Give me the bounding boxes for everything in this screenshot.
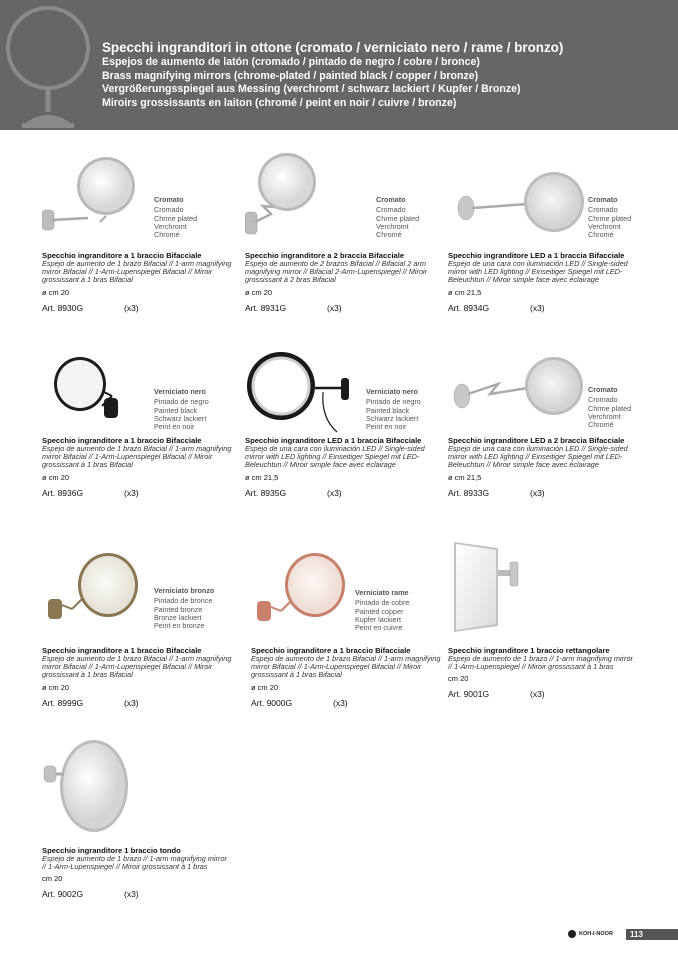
article-number: Art. 8936G [42,487,84,498]
product-size: ø cm 21,5 [448,472,482,482]
mirror-round-image [42,738,142,842]
mirror-rectangular-image [448,540,528,640]
page-number: 113 [626,929,678,940]
product-8933g: Cromato Cromado Chrme plated Verchromt Chromé Specchio ingranditore LED a 2 braccia Bifacciale Espejo de una cara con iluminación LED // Single-sided mirror with LED lighting // Einseitiger Spiegel mit LED-Beleuchtun // Miroir simple face avec éclairage ø cm 21,5 Art. 8933G (x3) [448,348,648,518]
brand-logo [568,930,613,938]
product-description: Espejo de aumento de 1 brazo // 1-arm magnifying mirror // 1-Arm-Lupenspiegel // Miroir grossissant à 1 bras [42,854,227,872]
product-description: Espejo de aumento de 1 brazo Bifacial // 1-arm magnifying mirror Bifacial // 1-Arm-Lupenspiegel Bifacial // Miroir grossissant à 1 bras Bifacial [42,259,232,285]
article-number: Art. 8934G [448,302,490,313]
pack-quantity: (x3) [530,689,545,700]
mirror-led-2-arm-chrome-image [448,348,588,436]
article-number: Art. 8931G [245,302,287,313]
mirror-1-arm-black-image [42,348,152,436]
product-description: Espejo de una cara con iluminación LED // Single-sided mirror with LED lighting // Einseitiger Spiegel mit LED-Beleuchtun // Miroir simple face avec éclairage [448,444,628,470]
product-description: Espejo de aumento de 1 brazo Bifacial // 1-arm magnifying mirror Bifacial // 1-Arm-Lupenspiegel Bifacial // Miroir grossissant à 1 bras Bifacial [42,444,232,470]
product-9002g [42,738,242,913]
product-8931g: Cromato Cromado Chrme plated Verchromt Chromé Specchio ingranditore a 2 braccia Bifacciale Espejo de aumento de 2 brazos Bifacial // Bifacial 2 arm magnifying mirror // Bifacial 2-Arm-Lupenspiegel // Miroir grossissant à 2 bras Bifacial ø cm 20 Art. 8931G (x3) [245,150,445,320]
mirror-1-arm-bronze-image [42,545,152,640]
product-title: Specchio ingranditore LED a 1 braccia Bifacciale [448,251,625,260]
article-number: Art. 9002G [42,889,84,900]
product-description: Espejo de una cara con iluminación LED // Single-sided mirror with LED lighting // Einseitiger Spiegel mit LED-Beleuchtun // Miroir simple face avec éclairage [448,259,628,285]
product-size: ø cm 21,5 [448,287,482,297]
product-8936g: Verniciato nero Pintado de negro Painted black Schwarz lackiert Peint en noir Specchio ingranditore a 1 braccio Bifacciale Espejo de aumento de 1 brazo Bifacial // 1-arm magnifying mirror Bifacial // 1-Arm-Lupenspiegel Bifacial // Miroir grossissant à 1 bras Bifacial ø cm 20 Art. 8936G (x3) [42,348,242,518]
color-name: Cromato [376,195,406,204]
pack-quantity: (x3) [124,487,139,498]
pack-quantity: (x3) [124,302,139,313]
product-size: ø cm 20 [245,287,273,297]
title-english: Brass magnifying mirrors (chrome-plated / painted black / copper / bronze) [102,69,479,82]
product-description: Espejo de aumento de 2 brazos Bifacial // Bifacial 2 arm magnifying mirror // Bifacial 2-Arm-Lupenspiegel // Miroir grossissant à 2 bras Bifacial [245,259,428,285]
product-size: ø cm 20 [42,472,70,482]
title-italian: Specchi ingranditori in ottone (cromato / verniciato nero / rame / bronzo) [102,40,564,55]
product-8935g: Verniciato nero Pintado de negro Painted black Schwarz lackiert Peint en noir Specchio ingranditore LED a 1 braccia Bifacciale Espejo de una cara con iluminación LED // Single-sided mirror with LED lighting // Einseitiger Spiegel mit LED-Beleuchtun // Miroir simple face avec éclairage ø cm 21,5 Art. 8935G (x3) [245,348,445,518]
color-name: Cromato [588,195,618,204]
mirror-icon [0,0,110,130]
pack-quantity: (x3) [530,302,545,313]
product-title: Specchio ingranditore LED a 1 braccia Bifacciale [245,436,422,445]
mirror-led-1-arm-chrome-image [448,150,588,240]
pack-quantity: (x3) [333,697,348,708]
mirror-1-arm-chrome-image [42,150,142,240]
product-size: ø cm 21,5 [245,472,279,482]
product-description: Espejo de aumento de 1 brazo // 1-arm magnifying mirror // 1-Arm-Lupenspiegel // Miroir grossissant à 1 bras [448,654,633,672]
product-8930g: Cromato Cromado Chrme plated Verchromt Chromé Specchio ingranditore a 1 braccio Bifacciale Espejo de aumento de 1 brazo Bifacial // 1-arm magnifying mirror Bifacial // 1-Arm-Lupenspiegel Bifacial // Miroir grossissant à 1 bras Bifacial ø cm 20 Art. 8930G (x3) [42,150,242,320]
pack-quantity: (x3) [530,487,545,498]
brand-name: KOH-I-NOOR [579,931,613,937]
article-number: Art. 8935G [245,487,287,498]
product-title: Specchio ingranditore LED a 2 braccia Bifacciale [448,436,625,445]
product-description: Espejo de aumento de 1 brazo Bifacial // 1-arm magnifying mirror Bifacial // 1-Arm-Lupenspiegel Bifacial // Miroir grossissant à 1 bras Bifacial [251,654,441,680]
article-number: Art. 8930G [42,302,84,313]
product-title: Specchio ingranditore 1 braccio rettangolare [448,646,610,655]
color-name: Verniciato nero [366,387,418,396]
pack-quantity: (x3) [327,487,342,498]
product-title: Specchio ingranditore a 2 braccia Bifacciale [245,251,405,260]
mirror-led-1-arm-black-image [245,348,365,436]
product-size: cm 20 [42,874,63,884]
article-number: Art. 8999G [42,697,84,708]
product-description: Espejo de aumento de 1 brazo Bifacial // 1-arm magnifying mirror Bifacial // 1-Arm-Lupenspiegel Bifacial // Miroir grossissant à 1 bras Bifacial [42,654,232,680]
pack-quantity: (x3) [124,697,139,708]
color-name: Cromato [588,385,618,394]
color-name: Verniciato bronzo [154,586,215,595]
product-size: ø cm 20 [42,287,70,297]
pack-quantity: (x3) [124,889,139,900]
color-name: Verniciato rame [355,588,409,597]
article-number: Art. 8933G [448,487,490,498]
product-9000g: Verniciato rame Pintado de cobre Painted copper Kupfer lackiert Peint en cuivre Specchio ingranditore a 1 braccio Bifacciale Espejo de aumento de 1 brazo Bifacial // 1-arm magnifying mirror Bifacial // 1-Arm-Lupenspiegel Bifacial // Miroir grossissant à 1 bras Bifacial ø cm 20 Art. 9000G (x3) [251,545,451,715]
brand-logo-icon [568,930,576,938]
product-size: ø cm 20 [42,682,70,692]
product-description: Espejo de una cara con iluminación LED // Single-sided mirror with LED lighting // Einseitiger Spiegel mit LED-Beleuchtun // Miroir simple face avec éclairage [245,444,425,470]
color-name: Verniciato nero [154,387,206,396]
mirror-2-arm-chrome-image [245,150,345,240]
product-size: ø cm 20 [251,682,279,692]
product-8934g: Cromato Cromado Chrme plated Verchromt Chromé Specchio ingranditore LED a 1 braccia Bifacciale Espejo de una cara con iluminación LED // Single-sided mirror with LED lighting // Einseitiger Spiegel mit LED-Beleuchtun // Miroir simple face avec éclairage ø cm 21,5 Art. 8934G (x3) [448,150,648,320]
product-title: Specchio ingranditore a 1 braccio Bifacciale [251,646,411,655]
mirror-1-arm-copper-image [251,545,361,640]
title-french: Miroirs grossissants en laiton (chromé / peint en noir / cuivre / bronze) [102,96,457,109]
product-9001g [448,540,648,715]
page-header [0,0,678,130]
product-size: cm 20 [448,674,469,684]
article-number: Art. 9001G [448,689,490,700]
pack-quantity: (x3) [327,302,342,313]
product-title: Specchio ingranditore 1 braccio tondo [42,846,181,855]
color-name: Cromato [154,195,184,204]
title-german: Vergrößerungsspiegel aus Messing (verchromt / schwarz lackiert / Kupfer / Bronze) [102,83,521,96]
product-8999g: Verniciato bronzo Pintado de bronce Painted bronze Bronze lackiert Peint en bronze Specchio ingranditore a 1 braccio Bifacciale Espejo de aumento de 1 brazo Bifacial // 1-arm magnifying mirror Bifacial // 1-Arm-Lupenspiegel Bifacial // Miroir grossissant à 1 bras Bifacial ø cm 20 Art. 8999G (x3) [42,545,242,715]
product-title: Specchio ingranditore a 1 braccio Bifacciale [42,646,202,655]
product-title: Specchio ingranditore a 1 braccio Bifacciale [42,436,202,445]
article-number: Art. 9000G [251,697,293,708]
title-spanish: Espejos de aumento de latón (cromado / pintado de negro / cobre / bronce) [102,56,480,68]
product-title: Specchio ingranditore a 1 braccio Bifacciale [42,251,202,260]
